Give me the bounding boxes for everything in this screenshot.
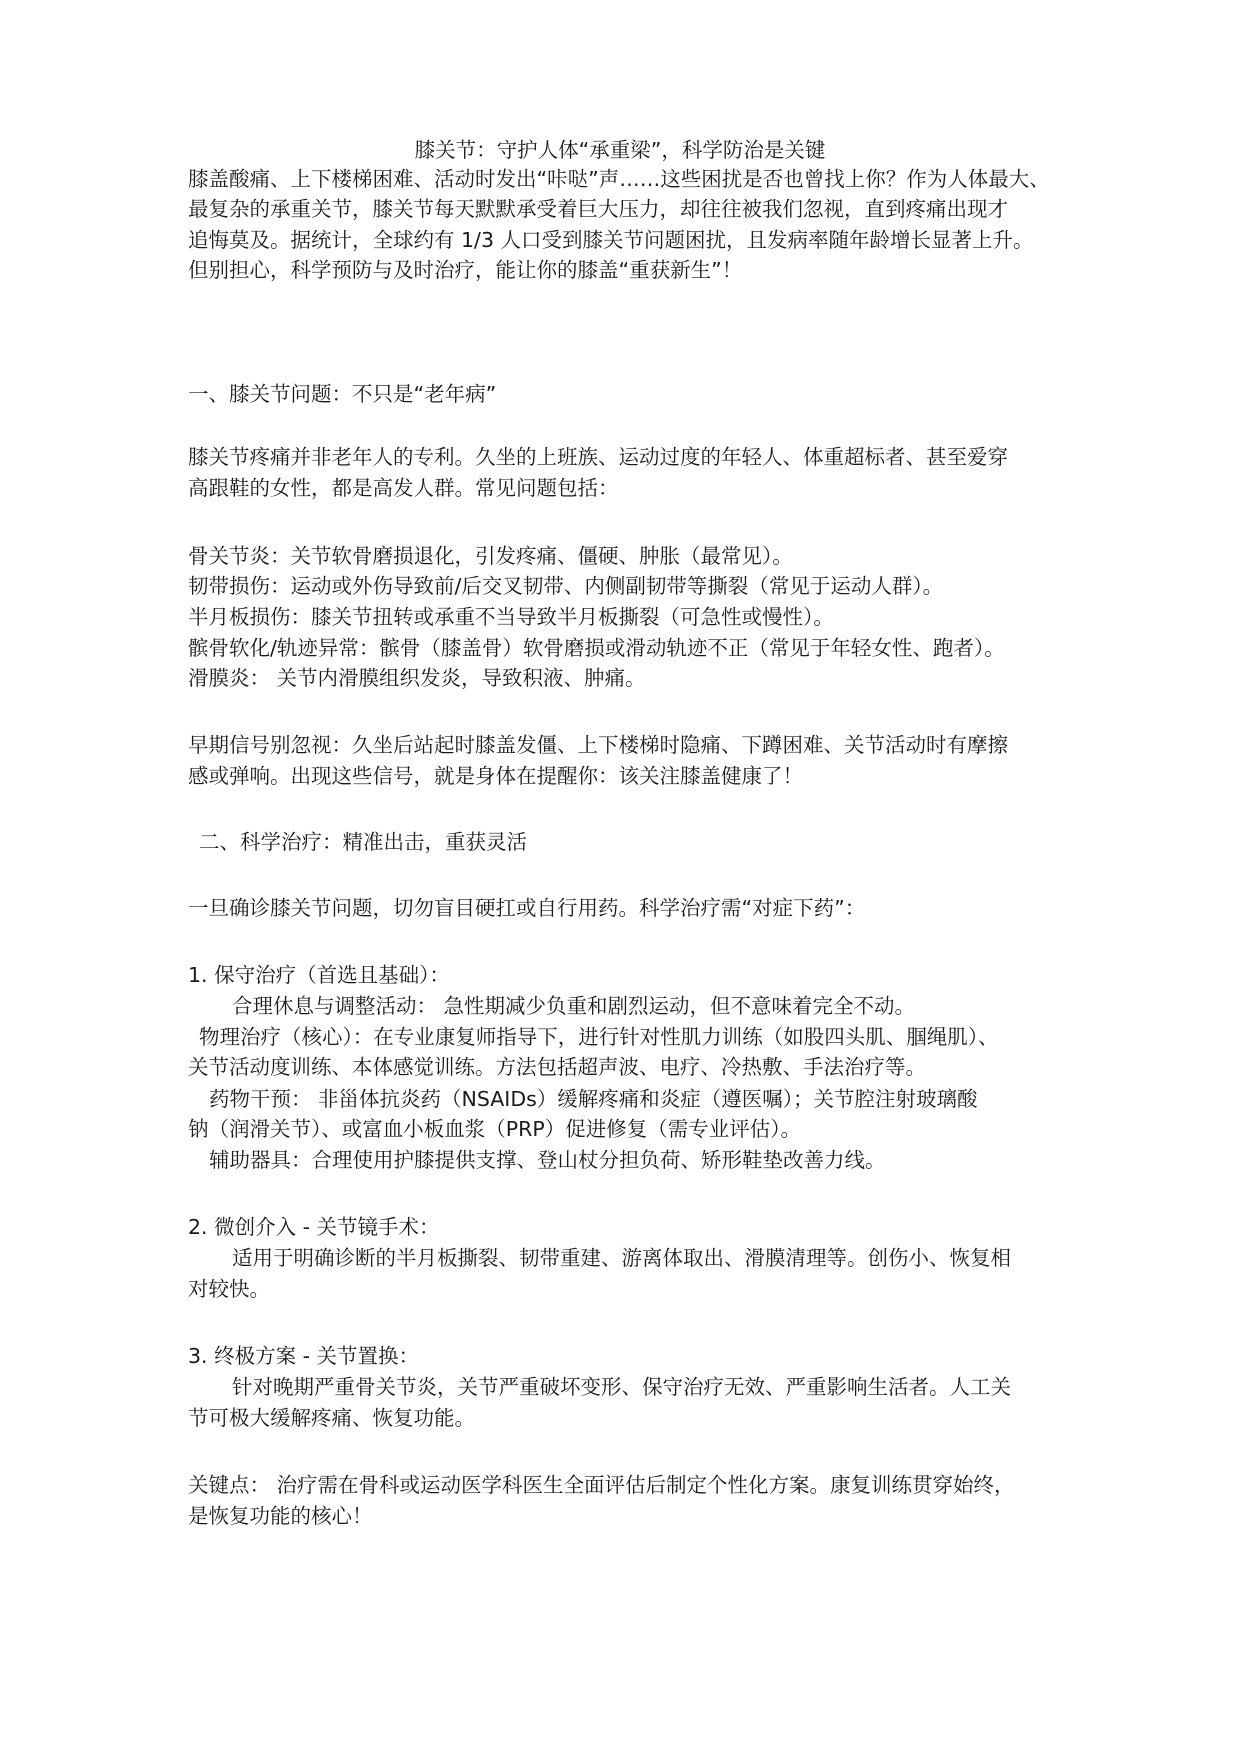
- problem-meniscus: 半月板损伤：膝关节扭转或承重不当导致半月板撕裂（可急性或慢性）。: [188, 605, 834, 629]
- item3-body-line-2: 节可极大缓解疼痛、恢复功能。: [188, 1406, 475, 1430]
- key-point-line-2: 是恢复功能的核心！: [188, 1504, 373, 1528]
- item2-body-line-2: 对较快。: [188, 1277, 270, 1301]
- intro-line-1: 膝盖酸痛、上下楼梯困难、活动时发出“咔哒”声……这些困扰是否也曾找上你？作为人体最大、: [188, 167, 1050, 191]
- intro-line-2: 最复杂的承重关节，膝关节每天默默承受着巨大压力，却往往被我们忽视，直到疼痛出现才: [188, 197, 1008, 221]
- item2-heading: 2. 微创介入 - 关节镜手术：: [188, 1215, 440, 1239]
- item1-rest: 合理休息与调整活动： 急性期减少负重和剧烈运动，但不意味着完全不动。: [232, 994, 916, 1018]
- item1-physio-line-2: 关节活动度训练、本体感觉训练。方法包括超声波、电疗、冷热敷、手法治疗等。: [188, 1055, 926, 1079]
- item1-heading: 1. 保守治疗（首选且基础）：: [188, 963, 450, 987]
- intro-line-3: 追悔莫及。据统计，全球约有 1/3 人口受到膝关节问题困扰，且发病率随年龄增长显著上升。: [188, 228, 1034, 252]
- item1-drug-line-1: 药物干预： 非甾体抗炎药（NSAIDs）缓解疼痛和炎症（遵医嘱）；关节腔注射玻璃酸: [209, 1087, 978, 1111]
- problem-ligament: 韧带损伤：运动或外伤导致前/后交叉韧带、内侧副韧带等撕裂（常见于运动人群）。: [188, 574, 944, 598]
- problem-synovitis: 滑膜炎： 关节内滑膜组织发炎，导致积液、肿痛。: [188, 666, 646, 690]
- section2-heading: 二、科学治疗：精准出击，重获灵活: [199, 830, 527, 854]
- item3-heading: 3. 终极方案 - 关节置换：: [188, 1344, 420, 1368]
- item2-body-line-1: 适用于明确诊断的半月板撕裂、韧带重建、游离体取出、滑膜清理等。创伤小、恢复相: [232, 1246, 1011, 1270]
- item1-physio-line-1: 物理治疗（核心）：在专业康复师指导下，进行针对性肌力训练（如股四头肌、腘绳肌）、: [199, 1025, 999, 1049]
- key-point-line-1: 关键点： 治疗需在骨科或运动医学科医生全面评估后制定个性化方案。康复训练贯穿始终，: [188, 1473, 1015, 1497]
- section2-intro: 一旦确诊膝关节问题，切勿盲目硬扛或自行用药。科学治疗需“对症下药”：: [188, 896, 866, 920]
- section1-para-line-1: 膝关节疼痛并非老年人的专利。久坐的上班族、运动过度的年轻人、体重超标者、甚至爱穿: [188, 445, 1008, 469]
- item3-body-line-1: 针对晚期严重骨关节炎，关节严重破坏变形、保守治疗无效、严重影响生活者。人工关: [232, 1375, 1011, 1399]
- problem-patella: 髌骨软化/轨迹异常：髌骨（膝盖骨）软骨磨损或滑动轨迹不正（常见于年轻女性、跑者）。: [188, 636, 1005, 660]
- section1-para-line-2: 高跟鞋的女性，都是高发人群。常见问题包括：: [188, 476, 619, 500]
- section1-heading: 一、膝关节问题：不只是“老年病”: [188, 382, 497, 406]
- item1-drug-line-2: 钠（润滑关节）、或富血小板血浆（PRP）促进修复（需专业评估）。: [188, 1117, 801, 1141]
- document-title: 膝关节：守护人体“承重梁”，科学防治是关键: [414, 138, 826, 162]
- warning-line-1: 早期信号别忽视：久坐后站起时膝盖发僵、上下楼梯时隐痛、下蹲困难、关节活动时有摩擦: [188, 733, 1008, 757]
- problem-osteoarthritis: 骨关节炎：关节软骨磨损退化，引发疼痛、僵硬、肿胀（最常见）。: [188, 544, 793, 568]
- intro-line-4: 但别担心，科学预防与及时治疗，能让你的膝盖“重获新生”！: [188, 258, 743, 282]
- item1-aids: 辅助器具：合理使用护膝提供支撑、登山杖分担负荷、矫形鞋垫改善力线。: [209, 1148, 886, 1172]
- warning-line-2: 感或弹响。出现这些信号，就是身体在提醒你：该关注膝盖健康了！: [188, 764, 803, 788]
